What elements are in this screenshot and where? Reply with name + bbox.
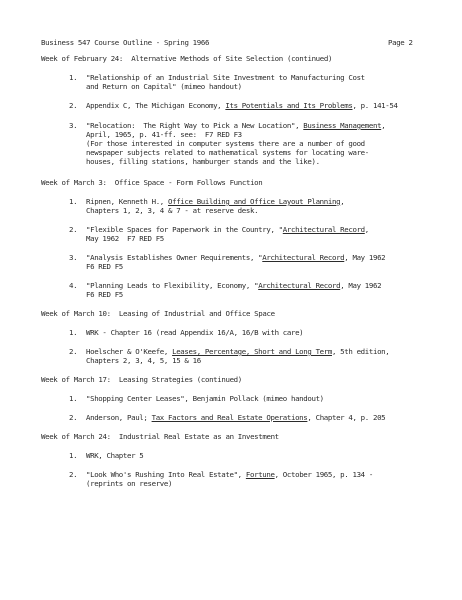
ref-title: Leases, Percentage, Short and Long Term bbox=[172, 347, 332, 356]
page-number: Page 2 bbox=[388, 38, 413, 47]
item-number: 3. bbox=[69, 253, 78, 262]
item-text: "Relationship of an Industrial Site Investment to Manufacturing Cost bbox=[86, 73, 365, 82]
item-number: 2. bbox=[69, 347, 78, 356]
ref-text: Ripnen, Kenneth H., bbox=[86, 197, 168, 206]
ref-text: "Analysis Establishes Owner Requirements, " bbox=[86, 253, 263, 262]
ref-text: "Relocation: The Right Way to Pick a New Location", bbox=[86, 121, 304, 130]
item-text bbox=[86, 121, 385, 130]
week-heading: Week of March 3: Office Space - Form Follows Function bbox=[41, 178, 263, 187]
item-text: F6 RED F5 bbox=[86, 262, 123, 271]
ref-title: Its Potentials and Its Problems bbox=[225, 101, 353, 110]
item-number: 4. bbox=[69, 281, 78, 290]
item-number: 1. bbox=[69, 394, 78, 403]
ref-title: Architectural Record bbox=[258, 281, 341, 290]
item-text bbox=[86, 197, 344, 206]
ref-text: "Planning Leads to Flexibility, Economy, " bbox=[86, 281, 259, 290]
item-number: 3. bbox=[69, 121, 78, 130]
ref-text: Hoelscher & O'Keefe, bbox=[86, 347, 173, 356]
item-text bbox=[86, 225, 369, 234]
ref-title: Architectural Record bbox=[282, 225, 365, 234]
item-text bbox=[86, 281, 381, 290]
ref-text: Appendix C, The Michigan Economy, bbox=[86, 101, 226, 110]
item-text bbox=[86, 347, 389, 356]
week-heading: Week of March 17: Leasing Strategies (continued) bbox=[41, 375, 242, 384]
ref-text: , bbox=[381, 121, 386, 130]
ref-title: Fortune bbox=[245, 470, 275, 479]
ref-text: , bbox=[364, 225, 369, 234]
ref-title: Business Management bbox=[303, 121, 382, 130]
item-number: 2. bbox=[69, 225, 78, 234]
item-text: WRK, Chapter 5 bbox=[86, 451, 144, 460]
ref-text: , October 1965, p. 134 - bbox=[274, 470, 373, 479]
item-text: April, 1965, p. 41-ff. see: F7 RED F3 bbox=[86, 130, 242, 139]
item-number: 1. bbox=[69, 328, 78, 337]
item-number: 1. bbox=[69, 197, 78, 206]
ref-text: , May 1962 bbox=[344, 253, 386, 262]
item-number: 1. bbox=[69, 451, 78, 460]
ref-title: Office Building and Office Layout Planning bbox=[168, 197, 341, 206]
item-text: and Return on Capital" (mimeo handout) bbox=[86, 82, 242, 91]
item-text: newspaper subjects related to mathematical systems for locating ware- bbox=[86, 148, 369, 157]
ref-text: , p. 141-54 bbox=[352, 101, 398, 110]
ref-title: Tax Factors and Real Estate Operations bbox=[151, 413, 308, 422]
item-text: F6 RED F5 bbox=[86, 290, 123, 299]
item-text: "Shopping Center Leases", Benjamin Pollack (mimeo handout) bbox=[86, 394, 324, 403]
ref-text: "Look Who's Rushing Into Real Estate", bbox=[86, 470, 246, 479]
item-text bbox=[86, 413, 385, 422]
ref-text: , Chapter 4, p. 205 bbox=[307, 413, 386, 422]
item-number: 2. bbox=[69, 101, 78, 110]
course-title: Business 547 Course Outline - Spring 1966 bbox=[41, 38, 210, 47]
ref-text: , bbox=[340, 197, 345, 206]
item-text: (reprints on reserve) bbox=[86, 479, 173, 488]
item-text: Chapters 2, 3, 4, 5, 15 & 16 bbox=[86, 356, 201, 365]
item-number: 2. bbox=[69, 470, 78, 479]
item-text bbox=[86, 253, 385, 262]
week-heading: Week of March 10: Leasing of Industrial and Office Space bbox=[41, 309, 275, 318]
ref-text: Anderson, Paul; bbox=[86, 413, 152, 422]
ref-text: "Flexible Spaces for Paperwork in the Country, " bbox=[86, 225, 283, 234]
item-number: 1. bbox=[69, 73, 78, 82]
week-heading: Week of March 24: Industrial Real Estate as an Investment bbox=[41, 432, 279, 441]
item-text bbox=[86, 470, 373, 479]
week-heading: Week of February 24: Alternative Methods of Site Selection (continued) bbox=[41, 54, 333, 63]
item-text: (For those interested in computer systems there are a number of good bbox=[86, 139, 365, 148]
ref-text: , May 1962 bbox=[340, 281, 382, 290]
ref-text: , 5th edition, bbox=[331, 347, 390, 356]
item-text bbox=[86, 101, 398, 110]
item-text: WRK - Chapter 16 (read Appendix 16/A, 16/B with care) bbox=[86, 328, 304, 337]
ref-title: Architectural Record bbox=[262, 253, 345, 262]
item-text: Chapters 1, 2, 3, 4 & 7 - at reserve desk. bbox=[86, 206, 259, 215]
item-text: May 1962 F7 RED F5 bbox=[86, 234, 164, 243]
item-text: houses, filling stations, hamburger stands and the like). bbox=[86, 157, 320, 166]
item-number: 2. bbox=[69, 413, 78, 422]
